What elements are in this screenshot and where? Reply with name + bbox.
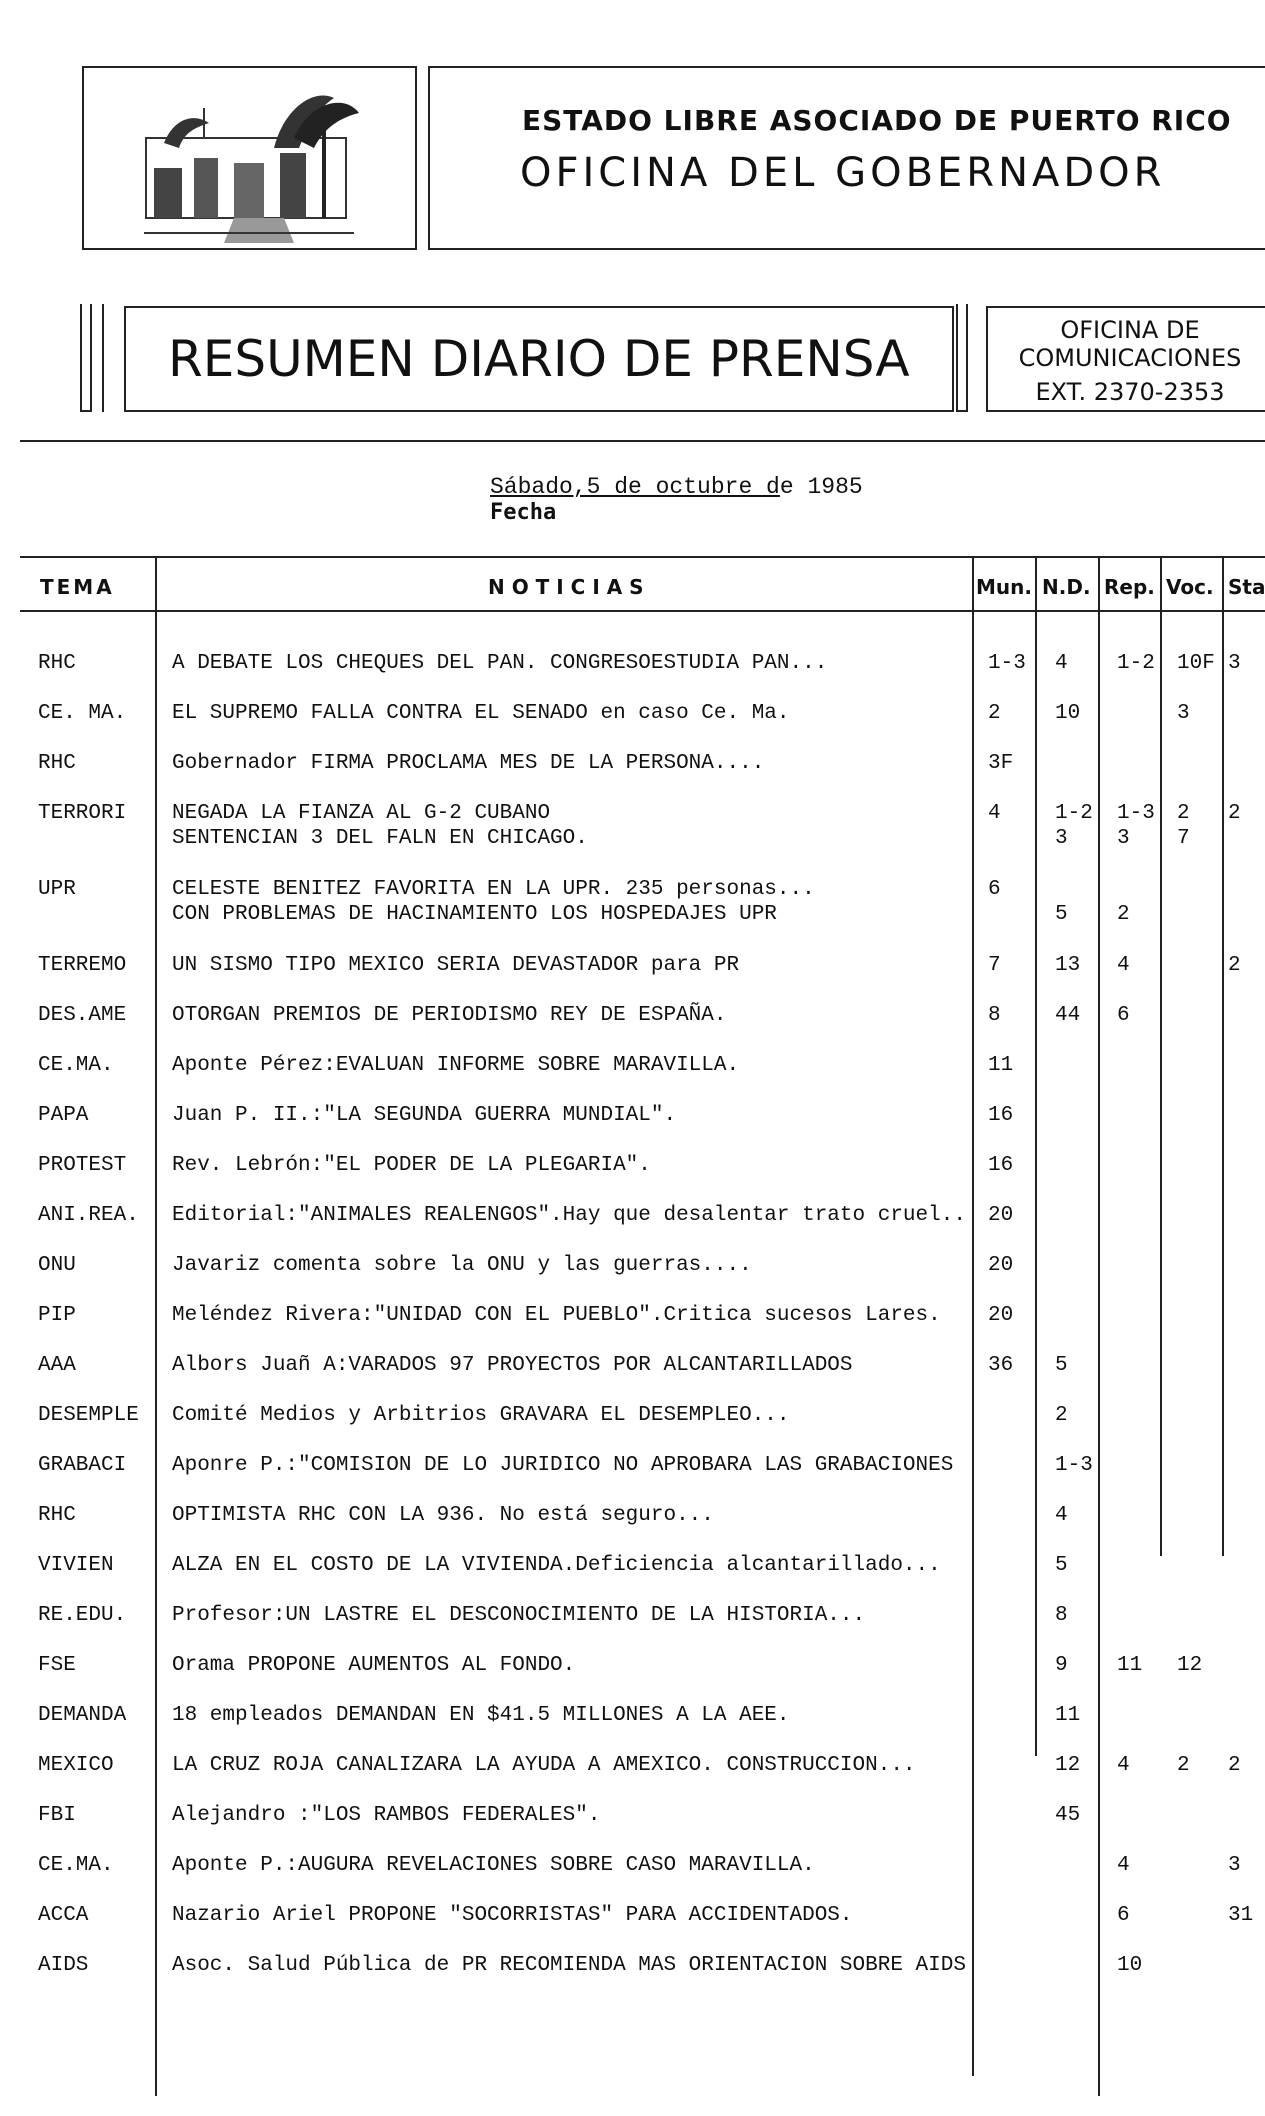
row-tema: CE.MA.	[38, 1854, 114, 1877]
row-mun: 7	[988, 954, 1001, 977]
row-nd: 13	[1055, 954, 1081, 977]
table-row	[0, 1154, 1265, 1204]
row-rep: 4	[1117, 1754, 1130, 1777]
row-news: ALZA EN EL COSTO DE LA VIVIENDA.Deficiencia alcantarillado...	[172, 1554, 941, 1577]
row-tema: FSE	[38, 1654, 76, 1677]
row-nd: 1-3	[1055, 1454, 1093, 1477]
row-news: Meléndez Rivera:"UNIDAD CON EL PUEBLO".Critica sucesos Lares.	[172, 1304, 941, 1327]
row-mun: 2	[988, 702, 1001, 725]
table-row	[0, 1454, 1265, 1504]
table-row	[0, 1554, 1265, 1604]
table-row	[0, 1604, 1265, 1654]
row-rep-line-2: 2	[1117, 903, 1130, 926]
table-row	[0, 702, 1265, 752]
table-row	[0, 1354, 1265, 1404]
row-news: Gobernador FIRMA PROCLAMA MES DE LA PERSONA....	[172, 752, 765, 775]
row-news: UN SISMO TIPO MEXICO SERIA DEVASTADOR para PR	[172, 954, 740, 977]
office-line-3: EXT. 2370-2353	[1035, 378, 1225, 406]
row-tema: FBI	[38, 1804, 76, 1827]
row-tema: RHC	[38, 1504, 76, 1527]
row-voc: 2	[1177, 802, 1190, 825]
row-rep: 4	[1117, 954, 1130, 977]
row-news: Comité Medios y Arbitrios GRAVARA EL DESEMPLEO...	[172, 1404, 790, 1427]
table-row	[0, 1304, 1265, 1354]
row-mun: 20	[988, 1254, 1014, 1277]
header-voc: Voc.	[1166, 575, 1214, 599]
table-header-border	[20, 610, 1265, 612]
table-row	[0, 1104, 1265, 1154]
row-nd: 10	[1055, 702, 1081, 725]
row-rep: 1-2	[1117, 652, 1155, 675]
row-nd: 4	[1055, 1504, 1068, 1527]
row-tema: TERREMO	[38, 954, 127, 977]
row-tema: TERRORI	[38, 802, 127, 825]
office-line-2: COMUNICACIONES	[1018, 344, 1242, 372]
row-mun: 8	[988, 1004, 1001, 1027]
table-row	[0, 878, 1265, 928]
table-row	[0, 1704, 1265, 1754]
row-rep: 10	[1117, 1954, 1143, 1977]
row-mun: 16	[988, 1154, 1014, 1177]
row-news: Albors Juañ A:VARADOS 97 PROYECTOS POR ALCANTARILLADOS	[172, 1354, 853, 1377]
page-title: RESUMEN DIARIO DE PRENSA	[168, 330, 910, 388]
row-nd: 4	[1055, 652, 1068, 675]
header-sta: Sta	[1228, 575, 1265, 599]
row-news: Aponre P.:"COMISION DE LO JURIDICO NO APROBARA LAS GRABACIONES	[172, 1454, 954, 1477]
row-nd-line-2: 5	[1055, 903, 1068, 926]
date-label: Fecha	[490, 500, 557, 525]
table-row	[0, 752, 1265, 802]
row-mun: 1-3	[988, 652, 1026, 675]
row-sta: 31	[1228, 1904, 1254, 1927]
row-rep: 11	[1117, 1654, 1143, 1677]
row-tema: ANI.REA.	[38, 1204, 139, 1227]
row-news: Aponte P.:AUGURA REVELACIONES SOBRE CASO MARAVILLA.	[172, 1854, 815, 1877]
table-top-border	[20, 556, 1265, 558]
row-news: Profesor:UN LASTRE EL DESCONOCIMIENTO DE LA HISTORIA...	[172, 1604, 866, 1627]
header-tema: TEMA	[40, 575, 115, 599]
row-tema: PAPA	[38, 1104, 89, 1127]
row-tema: DEMANDA	[38, 1704, 127, 1727]
date-underlined: Sábado,5 de octubre d	[490, 474, 780, 500]
row-tema: AIDS	[38, 1954, 89, 1977]
row-news: LA CRUZ ROJA CANALIZARA LA AYUDA A AMEXICO. CONSTRUCCION...	[172, 1754, 916, 1777]
row-news: Editorial:"ANIMALES REALENGOS".Hay que desalentar trato cruel..	[172, 1204, 966, 1227]
table-row	[0, 1804, 1265, 1854]
header-noticias: N O T I C I A S	[488, 575, 644, 599]
row-tema: DESEMPLE	[38, 1404, 139, 1427]
row-tema: CE.MA.	[38, 1054, 114, 1077]
row-nd: 5	[1055, 1554, 1068, 1577]
row-news-line-2: SENTENCIAN 3 DEL FALN EN CHICAGO.	[172, 827, 588, 850]
row-nd: 5	[1055, 1354, 1068, 1377]
row-news: Aponte Pérez:EVALUAN INFORME SOBRE MARAVILLA.	[172, 1054, 740, 1077]
date-rest: e 1985	[779, 474, 863, 500]
row-news: Orama PROPONE AUMENTOS AL FONDO.	[172, 1654, 576, 1677]
government-line-2: OFICINA DEL GOBERNADOR	[520, 150, 1166, 196]
row-nd: 1-2	[1055, 802, 1093, 825]
row-news: Nazario Ariel PROPONE "SOCORRISTAS" PARA ACCIDENTADOS.	[172, 1904, 853, 1927]
row-voc: 10F	[1177, 652, 1215, 675]
row-mun: 20	[988, 1204, 1014, 1227]
row-news: Asoc. Salud Pública de PR RECOMIENDA MAS ORIENTACION SOBRE AIDS	[172, 1954, 966, 1977]
row-tema: DES.AME	[38, 1004, 127, 1027]
row-tema: GRABACI	[38, 1454, 127, 1477]
fortaleza-building-logo	[84, 68, 415, 248]
row-voc: 2	[1177, 1754, 1190, 1777]
government-line-1: ESTADO LIBRE ASOCIADO DE PUERTO RICO	[522, 104, 1232, 137]
header-mun: Mun.	[976, 575, 1032, 599]
row-mun: 20	[988, 1304, 1014, 1327]
row-sta: 3	[1228, 1854, 1241, 1877]
row-nd: 11	[1055, 1704, 1081, 1727]
row-news: Alejandro :"LOS RAMBOS FEDERALES".	[172, 1804, 601, 1827]
row-nd: 45	[1055, 1804, 1081, 1827]
row-tema: PROTEST	[38, 1154, 127, 1177]
logo-box	[82, 66, 417, 250]
table-row	[0, 652, 1265, 702]
table-row	[0, 1904, 1265, 1954]
row-voc: 12	[1177, 1654, 1203, 1677]
row-tema: VIVIEN	[38, 1554, 114, 1577]
row-news: Juan P. II.:"LA SEGUNDA GUERRA MUNDIAL".	[172, 1104, 677, 1127]
row-nd-line-2: 3	[1055, 827, 1068, 850]
table-row	[0, 1504, 1265, 1554]
row-mun: 4	[988, 802, 1001, 825]
row-tema: PIP	[38, 1304, 76, 1327]
table-row	[0, 1404, 1265, 1454]
row-mun: 6	[988, 878, 1001, 901]
table-row	[0, 1254, 1265, 1304]
row-rep: 6	[1117, 1904, 1130, 1927]
row-voc-line-2: 7	[1177, 827, 1190, 850]
row-tema: RE.EDU.	[38, 1604, 127, 1627]
row-news: A DEBATE LOS CHEQUES DEL PAN. CONGRESOESTUDIA PAN...	[172, 652, 828, 675]
row-sta: 2	[1228, 802, 1241, 825]
row-tema: RHC	[38, 752, 76, 775]
row-mun: 36	[988, 1354, 1014, 1377]
header-divider	[20, 440, 1265, 442]
row-mun: 16	[988, 1104, 1014, 1127]
row-tema: ACCA	[38, 1904, 89, 1927]
row-tema: RHC	[38, 652, 76, 675]
row-rep-line-2: 3	[1117, 827, 1130, 850]
row-news: CELESTE BENITEZ FAVORITA EN LA UPR. 235 personas...	[172, 878, 815, 901]
row-nd: 8	[1055, 1604, 1068, 1627]
table-row	[0, 1654, 1265, 1704]
row-nd: 9	[1055, 1654, 1068, 1677]
date-value	[490, 474, 863, 500]
table-row	[0, 1754, 1265, 1804]
header-rep: Rep.	[1104, 575, 1155, 599]
decorative-bars-left	[80, 304, 120, 412]
row-nd: 12	[1055, 1754, 1081, 1777]
row-rep: 4	[1117, 1854, 1130, 1877]
row-news: Javariz comenta sobre la ONU y las guerras....	[172, 1254, 752, 1277]
row-news: NEGADA LA FIANZA AL G-2 CUBANO	[172, 802, 551, 825]
table-row	[0, 1854, 1265, 1904]
row-mun: 11	[988, 1054, 1014, 1077]
table-row	[0, 802, 1265, 852]
row-nd: 2	[1055, 1404, 1068, 1427]
row-news: Rev. Lebrón:"EL PODER DE LA PLEGARIA".	[172, 1154, 651, 1177]
table-row	[0, 1004, 1265, 1054]
row-rep: 1-3	[1117, 802, 1155, 825]
table-row	[0, 1054, 1265, 1104]
row-sta: 3	[1228, 652, 1241, 675]
header-nd: N.D.	[1042, 575, 1091, 599]
table-row	[0, 1204, 1265, 1254]
row-sta: 2	[1228, 1754, 1241, 1777]
row-mun: 3F	[988, 752, 1014, 775]
row-sta: 2	[1228, 954, 1241, 977]
row-news: OTORGAN PREMIOS DE PERIODISMO REY DE ESPAÑA.	[172, 1004, 727, 1027]
office-line-1: OFICINA DE	[1060, 316, 1200, 344]
row-tema: CE. MA.	[38, 702, 127, 725]
row-tema: ONU	[38, 1254, 76, 1277]
row-nd: 44	[1055, 1004, 1081, 1027]
row-tema: UPR	[38, 878, 76, 901]
row-voc: 3	[1177, 702, 1190, 725]
row-rep: 6	[1117, 1004, 1130, 1027]
table-row	[0, 954, 1265, 1004]
table-row	[0, 1954, 1265, 2004]
row-news: EL SUPREMO FALLA CONTRA EL SENADO en caso Ce. Ma.	[172, 702, 790, 725]
row-news: 18 empleados DEMANDAN EN $41.5 MILLONES A LA AEE.	[172, 1704, 790, 1727]
row-news-line-2: CON PROBLEMAS DE HACINAMIENTO LOS HOSPEDAJES UPR	[172, 903, 777, 926]
row-news: OPTIMISTA RHC CON LA 936. No está seguro...	[172, 1504, 714, 1527]
row-tema: MEXICO	[38, 1754, 114, 1777]
row-tema: AAA	[38, 1354, 76, 1377]
